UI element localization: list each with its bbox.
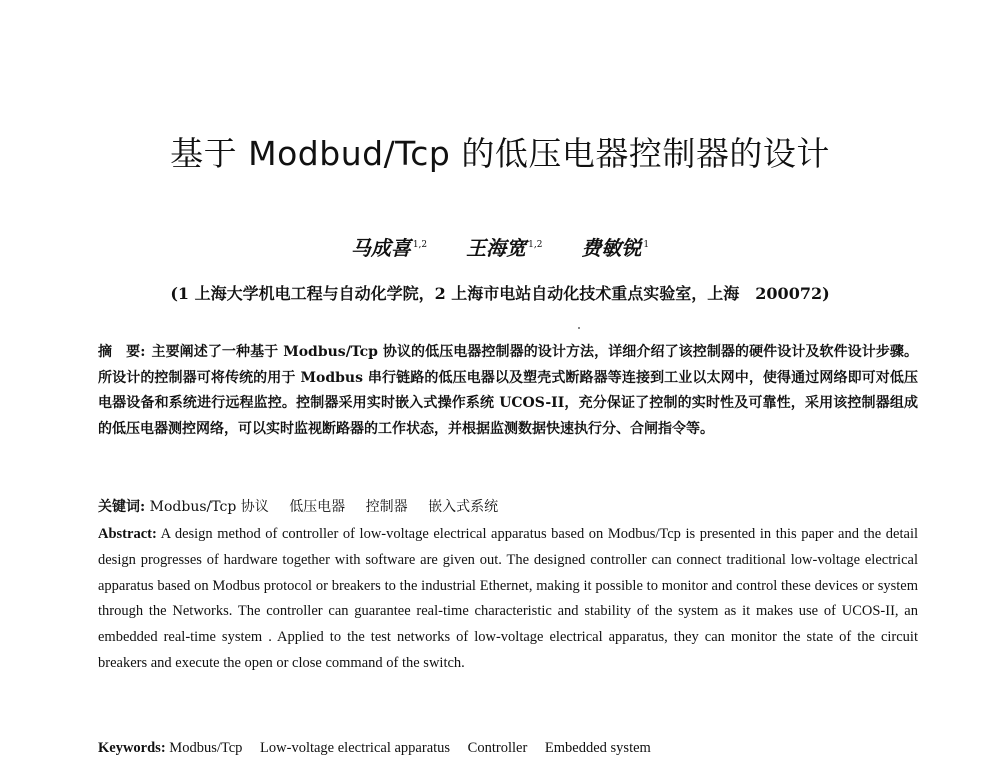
english-abstract [98, 522, 918, 677]
english-abstract-text: A design method of controller of low-voltage electrical apparatus based on Modbus/Tcp is presented in this paper and the detail design progresses of hardware together with software are given out. The designed controller can connect traditional low-voltage electrical apparatus based on Modbus protocol or breakers to the industrial Ethernet, making it possible to monitor and control these devices or system through the Networks. The controller can guarantee real-time characteristic and stability of the system as it makes use of UCOS-II, an embedded real-time system . Applied to the test networks of low-voltage electrical apparatus, they can monitor the state of the circuit breakers and execute the open or close command of the switch. [98, 526, 919, 671]
keyword: Modbus/Tcp [169, 740, 243, 756]
english-keywords [98, 738, 918, 758]
keyword: 控制器 [365, 499, 408, 515]
keyword: Low-voltage electrical apparatus [260, 740, 451, 756]
paper-title: 基于 Modbud/Tcp 的低压电器控制器的设计 [170, 134, 830, 173]
english-abstract-label: Abstract: [98, 526, 157, 542]
author-name: 王海宽 [466, 236, 527, 260]
author-list [0, 232, 1000, 261]
author [581, 232, 649, 261]
chinese-abstract-label: 摘 要: [98, 344, 146, 360]
keyword: 嵌入式系统 [428, 499, 499, 515]
keyword: 低压电器 [289, 499, 346, 515]
scan-speck [578, 327, 580, 329]
author [351, 232, 427, 261]
affiliation: (1 上海大学机电工程与自动化学院，2 上海市电站自动化技术重点实验室，上海 200072) [170, 284, 830, 303]
author-affil-mark: 1,2 [412, 240, 428, 251]
author-name: 马成喜 [350, 236, 411, 260]
keyword: Embedded system [544, 740, 651, 756]
chinese-keywords [98, 495, 918, 521]
author-affil-mark: 1,2 [528, 240, 543, 251]
author-affil-mark: 1 [643, 240, 650, 251]
chinese-abstract-text: 主要阐述了一种基于 Modbus/Tcp 协议的低压电器控制器的设计方法，详细介绍了该控制器的硬件设计及软件设计步骤。所设计的控制器可将传统的用于 Modbus 串行链路的低压电器以及塑壳式断路器等连接到工业以太网中，使得通过网络即可对低压电器设备和系统进行远程监控。控制器采用实时嵌入式操作系统 UCOS-II，充分保证了控制的实时性及可靠性，采用该控制器组成的低压电器测控网络，可以实时监视断路器的工作状态，并根据监测数据快速执行分、合闸指令等。 [98, 344, 918, 437]
keyword: Controller [467, 740, 528, 756]
author-name: 费敏锐 [581, 236, 642, 260]
chinese-keywords-label: 关键词: [98, 499, 146, 515]
keyword: Modbus/Tcp 协议 [149, 499, 269, 515]
author [466, 232, 542, 261]
english-keywords-label: Keywords: [98, 740, 166, 756]
chinese-abstract [98, 340, 918, 442]
